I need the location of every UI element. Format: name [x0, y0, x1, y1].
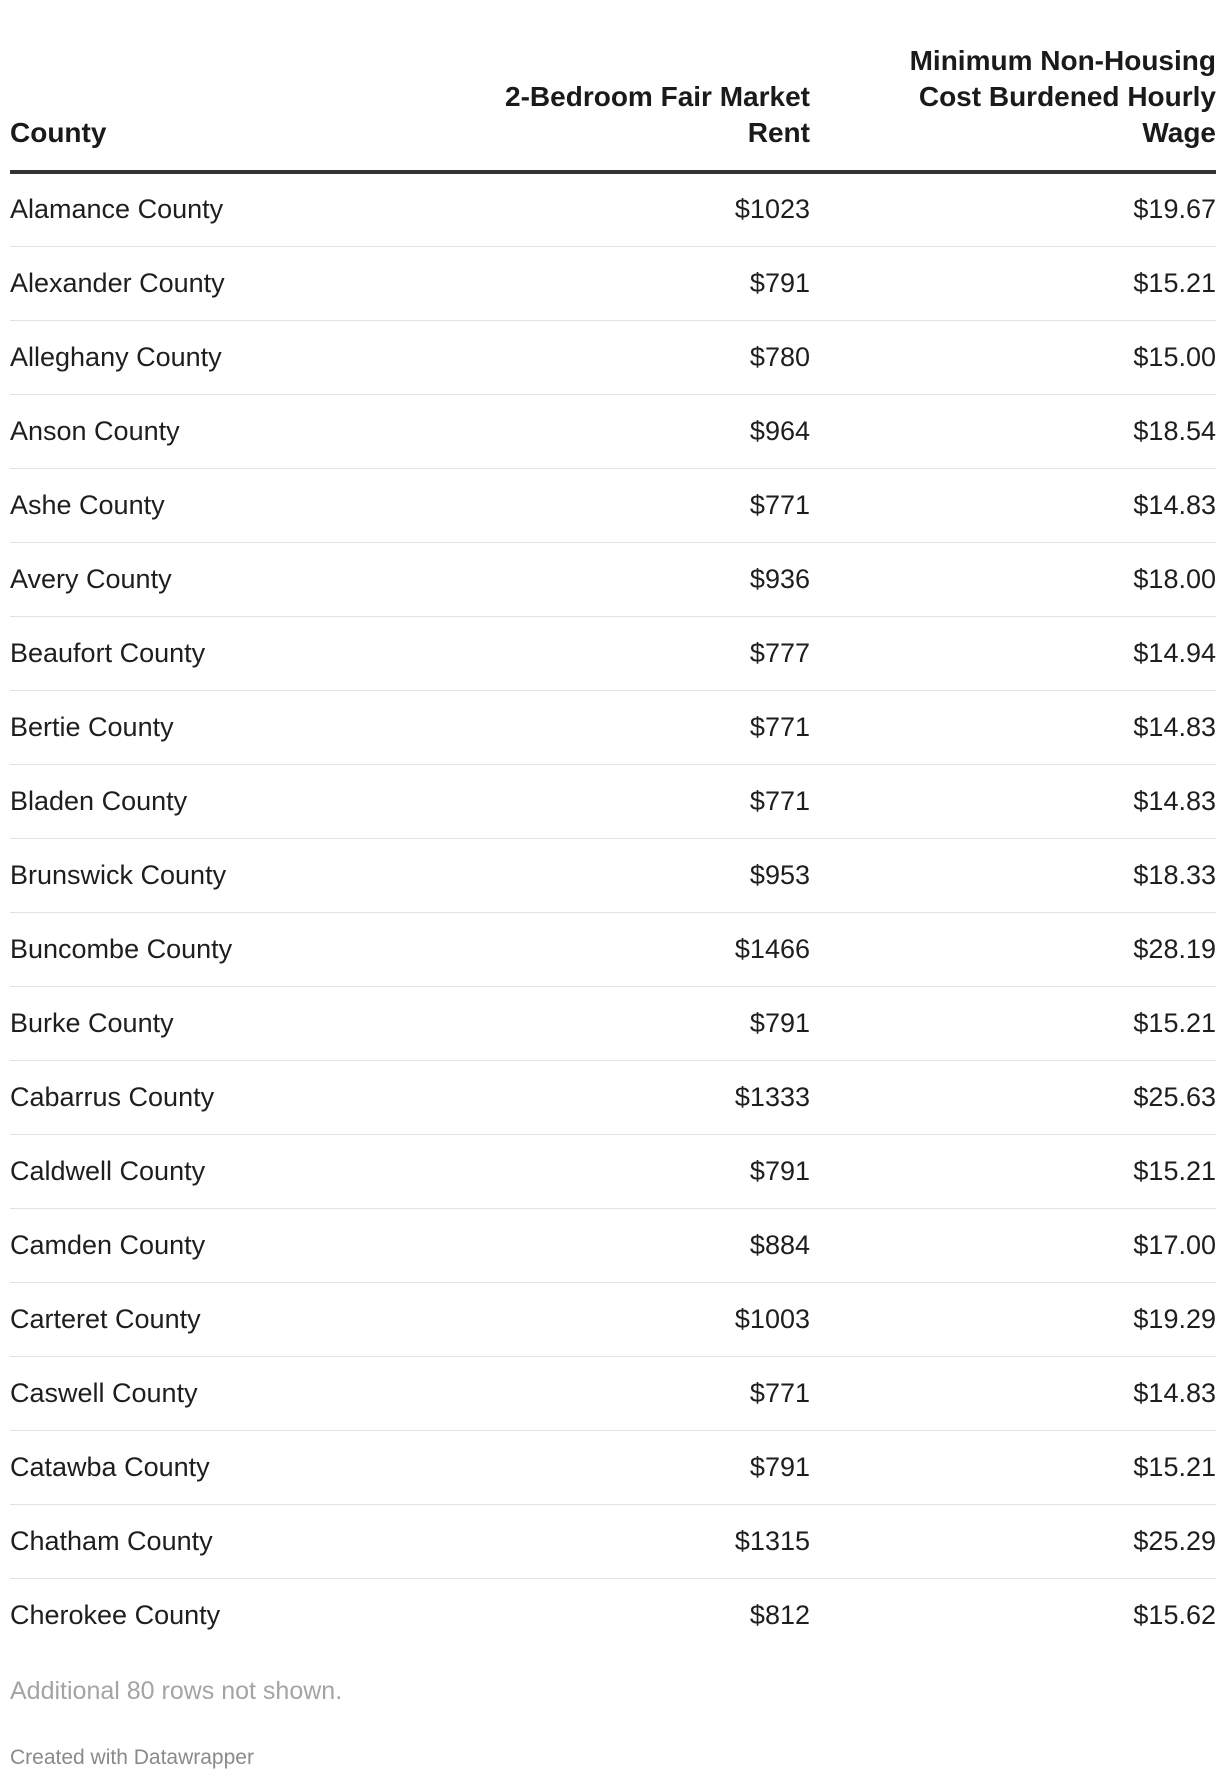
county-cell: Carteret County: [10, 1282, 410, 1356]
fair-market-rent-cell: $791: [410, 1430, 810, 1504]
fair-market-rent-cell: $777: [410, 616, 810, 690]
header-line: County: [10, 117, 107, 148]
table-row: [10, 172, 1216, 246]
table-row: [10, 1282, 1216, 1356]
header-line: Cost Burdened Hourly: [918, 81, 1216, 112]
fair-market-rent-cell: $1333: [410, 1060, 810, 1134]
hourly-wage-cell: $15.21: [810, 246, 1216, 320]
table-row: [10, 246, 1216, 320]
hourly-wage-cell: $14.83: [810, 764, 1216, 838]
hourly-wage-cell: $19.67: [810, 172, 1216, 246]
hourly-wage-cell: $25.63: [810, 1060, 1216, 1134]
county-cell: Avery County: [10, 542, 410, 616]
hourly-wage-cell: $15.00: [810, 320, 1216, 394]
table-row: [10, 690, 1216, 764]
hourly-wage-cell: $15.21: [810, 986, 1216, 1060]
county-cell: Camden County: [10, 1208, 410, 1282]
county-cell: Alamance County: [10, 172, 410, 246]
column-header-hourly-wage[interactable]: [810, 0, 1216, 172]
header-line: Rent: [747, 117, 810, 148]
fair-market-rent-cell: $1315: [410, 1504, 810, 1578]
datawrapper-credit: Created with Datawrapper: [10, 1746, 254, 1769]
table-row: [10, 912, 1216, 986]
county-cell: Burke County: [10, 986, 410, 1060]
table-row: [10, 764, 1216, 838]
data-table: [10, 0, 1216, 1652]
hourly-wage-cell: $14.83: [810, 468, 1216, 542]
fair-market-rent-cell: $1466: [410, 912, 810, 986]
fair-market-rent-cell: $884: [410, 1208, 810, 1282]
hourly-wage-cell: $15.62: [1133, 1599, 1216, 1630]
fair-market-rent-cell: $791: [410, 246, 810, 320]
fair-market-rent-cell: $953: [410, 838, 810, 912]
table-body: [10, 172, 1216, 1652]
county-cell: Cabarrus County: [10, 1060, 410, 1134]
table-row: [10, 394, 1216, 468]
county-cell: Beaufort County: [10, 616, 410, 690]
table-row: [10, 1356, 1216, 1430]
county-cell: Cherokee County: [10, 1599, 221, 1630]
county-cell: Alleghany County: [10, 320, 410, 394]
table-row: [10, 616, 1216, 690]
hourly-wage-cell: $14.83: [810, 1356, 1216, 1430]
fair-market-rent-cell: $1023: [410, 172, 810, 246]
table-row: [10, 1134, 1216, 1208]
fair-market-rent-cell: $771: [410, 690, 810, 764]
county-cell: Ashe County: [10, 468, 410, 542]
fair-market-rent-cell: $791: [410, 1134, 810, 1208]
table-row: [10, 1430, 1216, 1504]
header-line: Wage: [1142, 117, 1216, 148]
hourly-wage-cell: $18.54: [810, 394, 1216, 468]
county-cell: Caldwell County: [10, 1134, 410, 1208]
county-cell: Caswell County: [10, 1356, 410, 1430]
county-cell: Chatham County: [10, 1504, 410, 1578]
table-row: [10, 1060, 1216, 1134]
table-row: [10, 542, 1216, 616]
county-cell: Catawba County: [10, 1430, 410, 1504]
county-cell: Alexander County: [10, 246, 410, 320]
hourly-wage-cell: $14.83: [810, 690, 1216, 764]
table-row: [10, 986, 1216, 1060]
rows-not-shown-note: Additional 80 rows not shown.: [10, 1677, 343, 1705]
fair-market-rent-cell: $771: [410, 468, 810, 542]
fair-market-rent-cell: $936: [410, 542, 810, 616]
hourly-wage-cell: $14.94: [810, 616, 1216, 690]
county-cell: Bertie County: [10, 690, 410, 764]
column-header-county[interactable]: [10, 0, 410, 172]
county-cell: Anson County: [10, 394, 410, 468]
fair-market-rent-cell: $1003: [410, 1282, 810, 1356]
fair-market-rent-cell: $964: [410, 394, 810, 468]
table-header: [10, 0, 1216, 172]
table-row: [10, 838, 1216, 912]
column-header-fair-market-rent[interactable]: [410, 0, 810, 172]
header-line: 2-Bedroom Fair Market: [505, 81, 810, 112]
fair-market-rent-cell: $780: [410, 320, 810, 394]
hourly-wage-cell: $28.19: [810, 912, 1216, 986]
county-cell: Brunswick County: [10, 838, 410, 912]
hourly-wage-cell: $18.33: [810, 838, 1216, 912]
table-row: [10, 468, 1216, 542]
table-row: [10, 1208, 1216, 1282]
county-cell: Buncombe County: [10, 912, 410, 986]
hourly-wage-cell: $15.21: [810, 1134, 1216, 1208]
county-cell: Bladen County: [10, 764, 410, 838]
table-row: [10, 1578, 1216, 1652]
hourly-wage-cell: $19.29: [810, 1282, 1216, 1356]
fair-market-rent-cell: $771: [410, 1356, 810, 1430]
hourly-wage-cell: $15.21: [810, 1430, 1216, 1504]
header-line: Minimum Non-Housing: [909, 45, 1216, 76]
fair-market-rent-cell: $771: [410, 764, 810, 838]
hourly-wage-cell: $25.29: [810, 1504, 1216, 1578]
fair-market-rent-cell: $791: [410, 986, 810, 1060]
table-row: [10, 1504, 1216, 1578]
header-row: [10, 0, 1216, 172]
hourly-wage-cell: $18.00: [810, 542, 1216, 616]
hourly-wage-cell: $17.00: [810, 1208, 1216, 1282]
fair-market-rent-cell: $812: [749, 1599, 810, 1630]
table-row: [10, 320, 1216, 394]
